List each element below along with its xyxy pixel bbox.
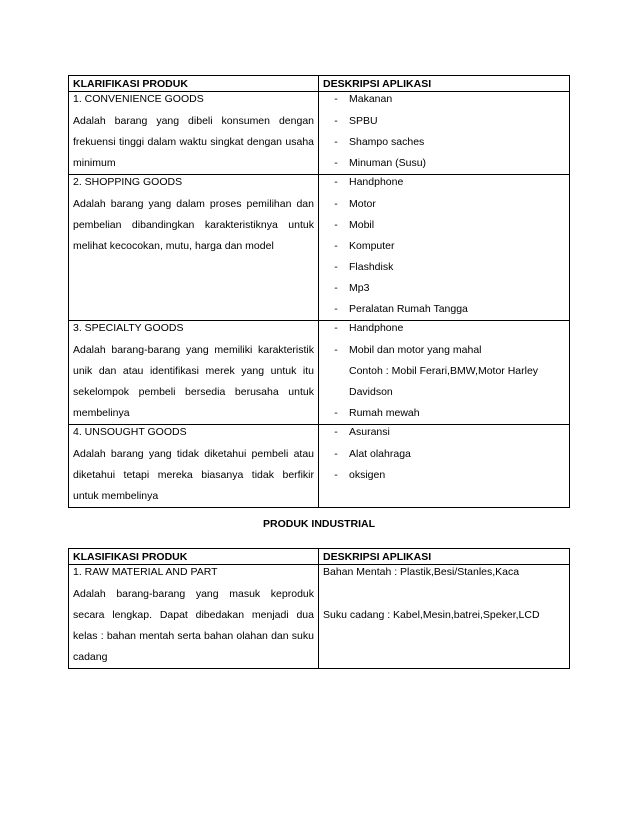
row-title: 3. SPECIALTY GOODS [73, 322, 184, 334]
row-title: 2. SHOPPING GOODS [73, 176, 183, 188]
classification-cell [69, 321, 319, 425]
list-item: - Flashdisk [334, 261, 394, 273]
item-list [323, 92, 565, 174]
desc-line: Adalah barang-barang yang masuk keproduk [73, 588, 314, 600]
row-title: 1. RAW MATERIAL AND PART [73, 566, 218, 578]
table-row [69, 565, 570, 669]
list-item: - Shampo saches [334, 136, 425, 148]
list-item-continuation: Davidson [349, 386, 393, 398]
list-item: - Peralatan Rumah Tangga [334, 303, 468, 315]
table-row [69, 175, 570, 321]
list-item: - Mp3 [334, 282, 370, 294]
header-cell-description: DESKRIPSI APLIKASI [319, 76, 570, 92]
list-item: - oksigen [334, 469, 386, 481]
header-cell-classification: KLARIFIKASI PRODUK [69, 76, 319, 92]
desc-line: melihat kecocokan, mutu, harga dan model [73, 240, 274, 252]
table-row [69, 321, 570, 425]
list-item-continuation: Contoh : Mobil Ferari,BMW,Motor Harley [349, 365, 539, 377]
desc-line: diketahui tetapi mereka biasanya tidak berfikir [73, 469, 314, 481]
description-cell [319, 321, 570, 425]
description-cell [319, 92, 570, 175]
desc-line: frekuensi tinggi dalam waktu singkat dengan usaha [73, 136, 314, 148]
row-title: 1. CONVENIENCE GOODS [73, 93, 204, 105]
classification-cell [69, 425, 319, 508]
list-item: - Mobil dan motor yang mahal [334, 344, 482, 356]
table-header-row [69, 549, 570, 565]
list-item: - SPBU [334, 115, 378, 127]
desc-line: pembelian dibandingkan karakteristiknya untuk [73, 219, 314, 231]
table-row [69, 92, 570, 175]
desc-line: membelinya [73, 407, 130, 419]
desc-line: minimum [73, 157, 116, 169]
classification-cell [69, 175, 319, 321]
item-list [323, 425, 565, 486]
desc-line: sekelompok pembeli bersedia berusaha untuk [73, 386, 314, 398]
description-cell [319, 425, 570, 508]
row-title: 4. UNSOUGHT GOODS [73, 426, 187, 438]
item-list [323, 175, 565, 320]
description-cell [319, 565, 570, 669]
list-item: - Motor [334, 198, 376, 210]
classification-cell [69, 92, 319, 175]
list-item: - Mobil [334, 219, 375, 231]
item-list [323, 321, 565, 424]
list-item: - Handphone [334, 322, 404, 334]
desc-line: kelas : bahan mentah serta bahan olahan dan suku [73, 630, 314, 642]
desc-line: Adalah barang yang dalam proses pemilihan dan [73, 198, 314, 210]
list-item: - Alat olahraga [334, 448, 411, 460]
industrial-product-table [68, 548, 570, 669]
spare-part-desc: Suku cadang : Kabel,Mesin,batrei,Speker,LCD [323, 609, 540, 621]
raw-material-desc: Bahan Mentah : Plastik,Besi/Stanles,Kaca [323, 566, 520, 578]
list-item: - Handphone [334, 176, 404, 188]
section-title: PRODUK INDUSTRIAL [263, 518, 375, 530]
classification-cell [69, 565, 319, 669]
table-row [69, 425, 570, 508]
list-item: - Minuman (Susu) [334, 157, 427, 169]
desc-line: Adalah barang-barang yang memiliki karakteristik [73, 344, 314, 356]
table-header-row [69, 76, 570, 92]
desc-line: Adalah barang yang tidak diketahui pembeli atau [73, 448, 314, 460]
list-item: - Asuransi [334, 426, 390, 438]
list-item: - Makanan [334, 93, 393, 105]
desc-line: untuk membelinya [73, 490, 159, 502]
header-cell-classification: KLASIFIKASI PRODUK [69, 549, 319, 565]
desc-line: cadang [73, 651, 108, 663]
consumer-product-table [68, 75, 570, 508]
desc-line: secara lengkap. Dapat dibedakan menjadi dua [73, 609, 314, 621]
description-cell [319, 175, 570, 321]
list-item: - Rumah mewah [334, 407, 420, 419]
desc-line: Adalah barang yang dibeli konsumen dengan [73, 115, 314, 127]
header-cell-description: DESKRIPSI APLIKASI [319, 549, 570, 565]
desc-line: unik dan atau identifikasi merek yang untuk itu [73, 365, 314, 377]
list-item: - Komputer [334, 240, 395, 252]
